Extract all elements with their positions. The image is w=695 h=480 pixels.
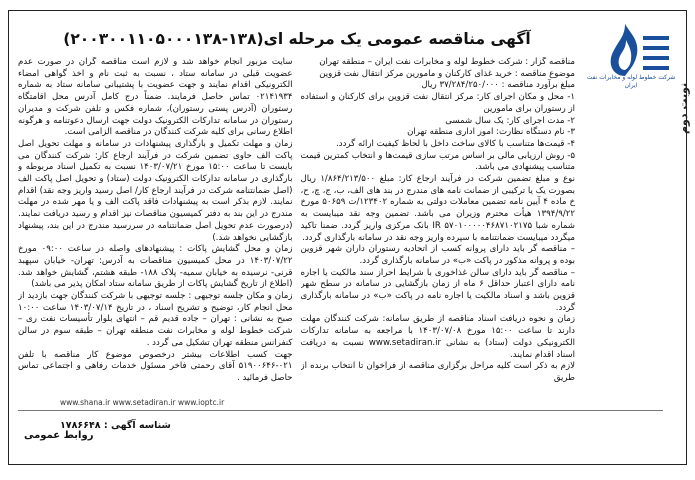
paragraph: مبلغ برآورد مناقصه : ۳۷/۲۸۴/۲۵۰/۰۰۰ ریال xyxy=(421,80,575,91)
websites: www.shana.ir www.setadiran.ir www.ioptc.ir xyxy=(60,398,225,407)
paragraph: زمان و محل گشایش پاکات : پیشنهادهای واصله در ساعت ۰۹:۰۰ مورخ ۱۴۰۳/۰۷/۲۲ در محل کمیسیون مناقصات به آدرس: تهران- خیابان سپهبد قرنی- نرسیده به خیابان سمیه- پلاک ۱۸۸- طبقه هشتم، گشایش خواهد شد. (اطلاع از تاریخ گشایش پاکات از طریق سامانه ستاد امکان پذیر می باشد) xyxy=(18,244,293,290)
notice-body xyxy=(18,57,663,410)
paragraph: مناقصه گزار : شرکت خطوط لوله و مخابرات نفت ایران – منطقه تهران xyxy=(319,57,575,67)
logo-caption: شرکت خطوط لوله و مخابرات نفت ایران xyxy=(586,74,676,89)
paragraph: ۴- قیمت‌ها متناسب با کالای ساخت داخل با لحاظ کیفیت ارائه گردد. xyxy=(336,138,575,149)
footer-divider xyxy=(18,410,663,411)
paragraph: زمان و نحوه دریافت اسناد مناقصه از طریق سامانه: شرکت کنندگان مهلت دارند تا ساعت ۱۵:۰۰ مورخ ۱۴۰۳/۰۷/۰۸ با مراجعه به سامانه تدارکات الکترونیکی دولت (ستاد) به نشانی www.setadiran.ir نسبت به دریافت اسناد اقدام نمایند. xyxy=(300,314,575,360)
paragraph: ۳- نام دستگاه نظارت: امور اداری منطقه تهران xyxy=(407,127,575,138)
notice-round-label: نوبت دوم xyxy=(677,82,690,134)
notice-id: شناسه آگهی : ۱۷۸۶۶۴۸ xyxy=(60,420,171,431)
paragraph: نوع و مبلغ تضمین شرکت در فرآیند ارجاع کار: مبلغ ۱/۸۶۴/۲۱۳/۵۰۰ ریال بصورت یک یا ترکیبی از ضمانت نامه های مندرج در بند های الف، ب، ج، چ، ح، خ ماده ۴ آیین نامه تضمین معاملات دولتی به شماره ۱۲۳۴۰۲/ت ۵۰۶۵۹ مورخ ۱۳۹۴/۹/۲۲ هیأت محترم وزیران می باشد. تضمین وجه نقد میبایست به شماره شبا IR ۵۷۰۱۰۰۰۰۰۴۶۸۷۱۰۲۱۷۵ بانک مرکزی واریز گردد. ضمنا تاکید میگردد میبایست ضمانتنامه با سپرده واریز وجه نقد در سامانه بارگذاری گردد. xyxy=(300,174,576,243)
paragraph: لازم به ذکر است کلیه مراحل برگزاری مناقصه از فراخوان تا انتخاب برنده از طریق xyxy=(300,361,575,383)
paragraph: – مناقصه گر باید دارای سالن غذاخوری با شرایط احراز سند مالکیت یا اجاره نامه دارای اعتبار حداقل ۶ ماه از زمان بازگشایی در سامانه در سطح شهر قزوین باشد و اسناد مالکیت یا اجاره نامه در پاکت «ب» در سامانه بارگذاری گردد. xyxy=(300,267,575,313)
paragraph: ۱- محل و مکان اجرای کار: مرکز انتقال نفت قزوین برای کارکنان و استفاده از رستوران برای مامورین xyxy=(300,92,575,114)
right-column xyxy=(301,57,664,410)
public-relations-label: روابط عمومی xyxy=(24,430,94,441)
left-column xyxy=(18,57,293,410)
paragraph: ۲- مدت اجرای کار: یک سال شمسی xyxy=(445,115,575,126)
notice-title: آگهی مناقصه عمومی یک مرحله ای(۱۳۸-۲۰۰۳۰۰۱۱۰۵۰۰۰۱۳۸) xyxy=(63,30,531,48)
paragraph: – مناقصه گر باید دارای پروانه کسب از اتحادیه رستوران داران شهر قزوین بوده و پروانه مذکور در پاکت «ب» در سامانه بارگذاری گردد. xyxy=(300,244,575,266)
paragraph: جهت کسب اطلاعات بیشتر درخصوص موضوع کار مناقصه با تلفن ۰۲۱-۵۱۹۰۰۶۴۶ آقای رحمتی فاخر مسئول خدمات رفاهی و اجتماعی تماس حاصل فرمائید . xyxy=(18,349,293,383)
paragraph: زمان و مکان جلسه توجیهی : جلسه توجیهی با شرکت کنندگان جهت بازدید از محل انجام کار، توضیح و تشریح اسناد ، در تاریخ ۱۴۰۳/۰۷/۱۴ ساعت ۱۰:۰۰ صبح به نشانی : تهران – جاده قدیم قم – انتهای بلوار تأسیسات نفت ری – شرکت خطوط لوله و مخابرات نفت منطقه تهران – طبقه سوم در سالن کنفرانس منطقه تهران تشکیل می گردد . xyxy=(18,291,293,348)
paragraph: موضوع مناقصه : خرید غذای کارکنان و مامورین مرکز انتقال نفت قزوین xyxy=(319,68,575,79)
paragraph: زمان و مهلت تکمیل و بارگذاری پیشنهادات در سامانه و مهلت تحویل اصل پاکت الف حاوی تضمین شرکت در فرآیند ارجاع کار: شرکت کنندگان می بایست تا ساعت ۱۵:۰۰ مورخ ۱۴۰۳/۰۷/۲۱ نسبت به تکمیل اسناد مربوطه و بارگذاری در سامانه تدارکات الکترونیک دولت (ستاد) و تحویل اصل پاکت الف (اصل ضمانتنامه شرکت در فرآیند ارجاع کار/ اصل رسید واریز وجه نقد) اقدام نمایند. لازم بذکر است به پیشنهادات فاقد پاکت الف و یا مهر شده در مهلت مندرج در این بند به دفتر کمیسیون مناقصات نیز اقدام و رسید دریافت نمایند. (درصورت عدم تحویل اصل ضمانتنامه در سررسید مندرج در این بند، پیشنهاد بازگشایی نخواهد شد.) xyxy=(18,138,293,243)
paragraph: سایت مزبور انجام خواهد شد و لازم است مناقصه گران در صورت عدم عضویت قبلی در سامانه ستاد ، نسبت به ثبت نام و اخذ گواهی امضاء الکترونیکی اقدام نمایند و جهت عضویت با پشتیبانی سامانه ستاد به شماره ۰۲۱۴۱۹۳۴ تماس حاصل فرمایند. ضمناً درج کامل آدرس محل اقامتگاه رستوران (آدرس پستی رستوران)، شماره فکس و تلفن شرکت و مدیران رستوران در سامانه تدارکات الکترونیک دولت جهت ارسال دعوتنامه و هرگونه اطلاع رسانی برای کلیه شرکت کنندگان در مناقصه الزامی است. xyxy=(18,57,293,138)
paragraph: ۵- روش ارزیابی مالی بر اساس مرتب سازی قیمت‌ها و انتخاب کمترین قیمت متناسب پیشنهادی می باشد. xyxy=(300,150,575,173)
